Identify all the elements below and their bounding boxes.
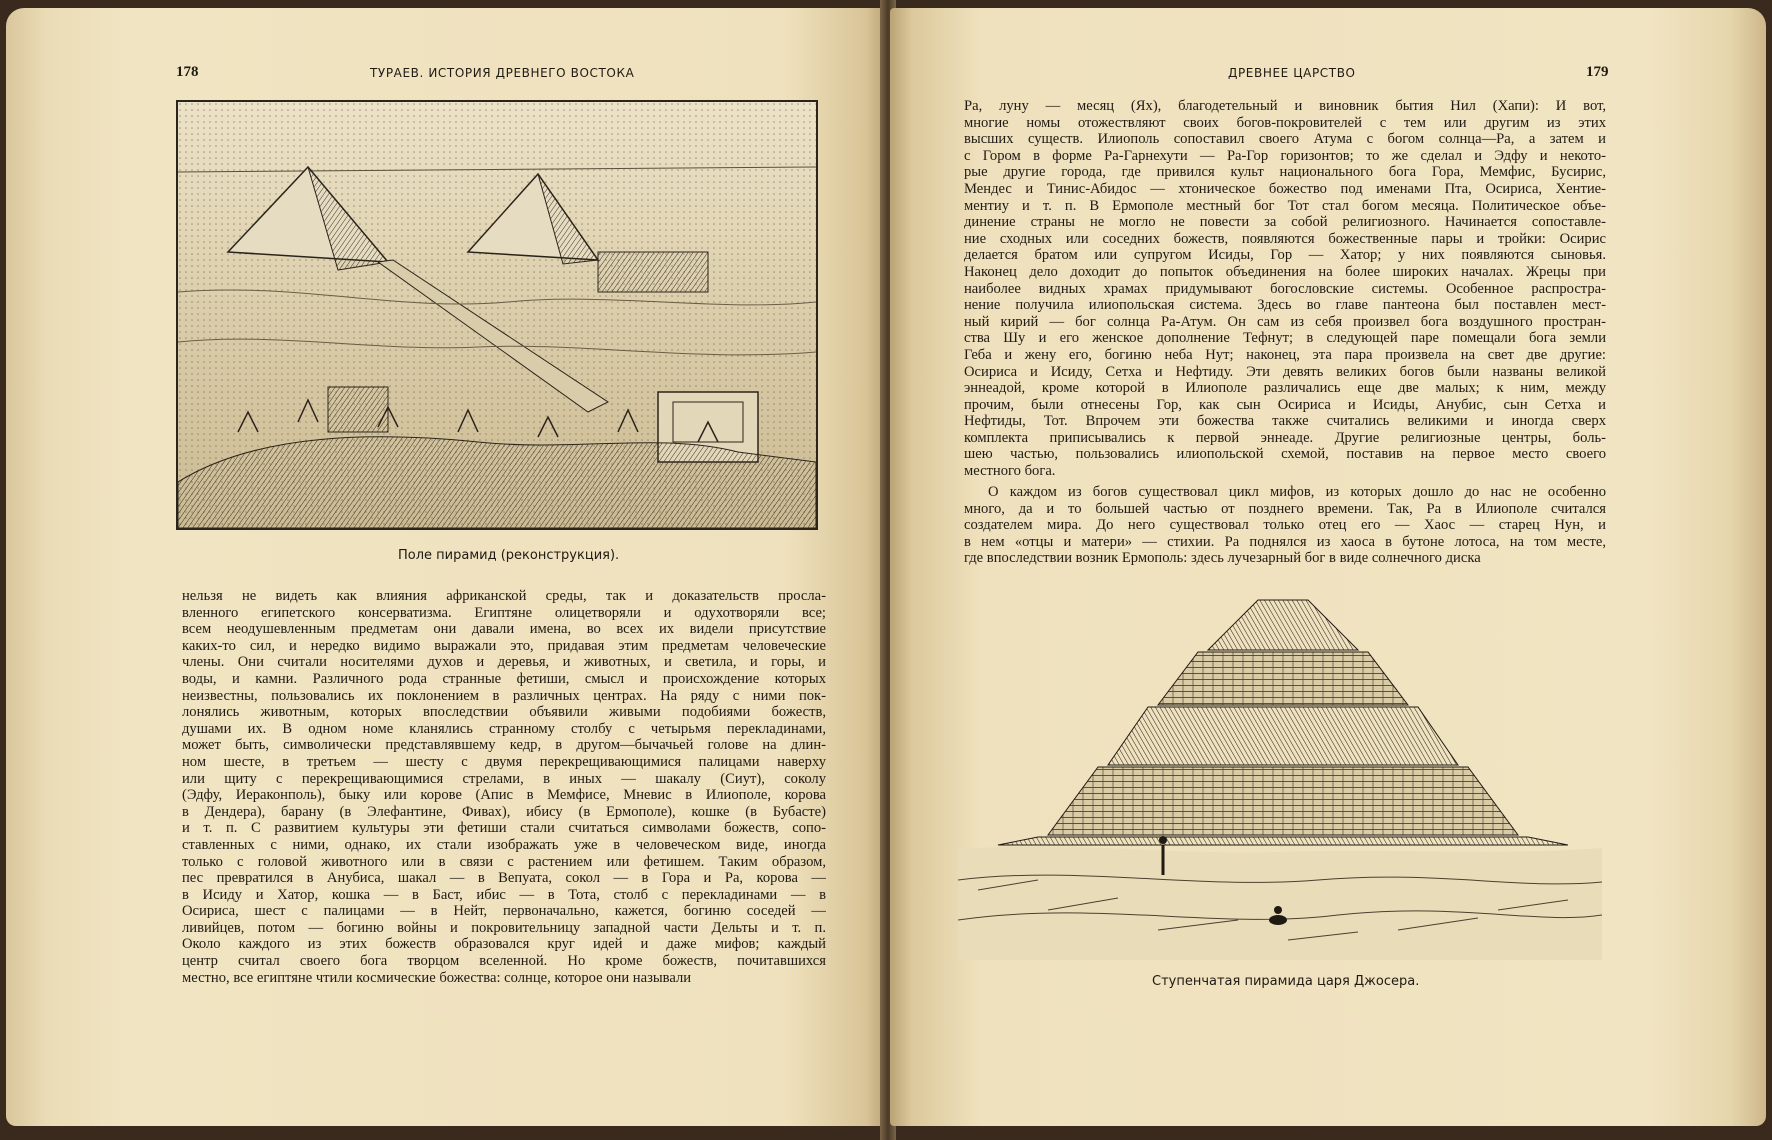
left-figure-caption: Поле пирамид (реконструкция). bbox=[398, 548, 620, 563]
text-line: ливийцев, потом — богиню войны и покровительницу западной части Дельты и т. п. bbox=[182, 919, 826, 936]
text-line: неизвестны, пользовались их поклонением в различных центрах. На ряду с ними пок- bbox=[182, 687, 826, 704]
text-line: местно, все египтяне чтили космические божества: солнце, которое они называли bbox=[182, 969, 692, 986]
text-line: Осириса и Исиду, Сетха и Нефтиду. Эти девять великих богов были названы великой bbox=[964, 363, 1606, 380]
text-line: в нем «отцы и матери» — стихии. Ра поднялся из хаоса в бутоне лотоса, на том месте, bbox=[964, 533, 1606, 550]
left-running-head: ТУРАЕВ. ИСТОРИЯ ДРЕВНЕГО ВОСТОКА bbox=[370, 66, 635, 80]
text-line: ставленных с ними, однако, их стали изображать уже в человеческом виде, иногда bbox=[182, 836, 826, 853]
text-line: вленного египетского консерватизма. Египтяне олицетворяли и одухотворяли все; bbox=[182, 604, 826, 621]
text-line: прочим, были отнесены Гор, как сын Осириса и Исиды, Анубис, сын Сетха и bbox=[964, 396, 1606, 413]
text-line: наиболее видных храмах придумывают богословские системы. Особенное распростра- bbox=[964, 280, 1606, 297]
text-line: с Гором в форме Ра-Гарнехути — Ра-Гор горизонтов; то же сделал и Эдфу и некото- bbox=[964, 147, 1606, 164]
step-pyramid-drawing bbox=[958, 590, 1602, 960]
text-line: Геба и жену его, богиню неба Нут; наконец, эта пара произвела на свет две другие: bbox=[964, 346, 1606, 363]
text-line: О каждом из богов существовал цикл мифов, из которых дошло до нас не особенно bbox=[988, 484, 1606, 500]
text-line: шею частью, пользовались илиопольской схемой, поставив на первое место своего bbox=[964, 446, 1606, 463]
text-line: высших существ. Илиополь сопоставил своего Атума с богом солнца—Ра, а затем и bbox=[964, 131, 1606, 148]
text-line: каких-то сил, и нередко видимо выражали это, придавая этим предметам человеческие bbox=[182, 637, 826, 654]
text-line: и т. п. С развитием культуры эти фетиши стали считаться символами божеств, сопо- bbox=[182, 820, 826, 837]
text-line: воды, и камни. Различного рода странные фетиши, смысл и происхождение которых bbox=[182, 670, 826, 687]
text-line: (Эдфу, Иераконполь), быку или корове (Апис в Мемфисе, Мневис в Илиополе, корова bbox=[182, 787, 826, 804]
text-line: многие номы отожествляют своих богов-покровителей с тем или другим из этих bbox=[964, 114, 1606, 131]
text-line: лонялись животным, которых впоследствии объявили живыми подобиями божеств, bbox=[182, 704, 826, 721]
text-line: местного бога. bbox=[964, 463, 1056, 480]
step-pyramid-illustration bbox=[958, 590, 1602, 960]
text-line: динение страны не могло не повести за собой религиозного. Начинается сопоставле- bbox=[964, 214, 1606, 231]
left-body-text bbox=[182, 588, 826, 986]
text-line: ный кирий — бог солнца Ра-Атум. Он сам из себя произвел бога воздушного простран- bbox=[964, 313, 1606, 330]
text-line: Около каждого из этих божеств образовался круг идей и даже мифов; каждый bbox=[182, 936, 826, 953]
text-line: ментиу и т. п. В Ермополе местный бог Тот стал богом месяца. Политическое объе- bbox=[964, 197, 1606, 214]
text-line: только с головой животного или в связи с растением или фетишем. Таким образом, bbox=[182, 853, 826, 870]
text-line: ства Шу и его женское дополнение Тефнут; в следующей паре помещали бога земли bbox=[964, 330, 1606, 347]
text-line: душами их. В одном номе кланялись странному столбу с четырьмя перекладинами, bbox=[182, 720, 826, 737]
text-line: центр считал своего бога творцом вселенной. Но кроме божеств, почитавшихся bbox=[182, 953, 826, 970]
text-line: рые другие города, где привился культ национального бога Гора, Мемфис, Бусирис, bbox=[964, 164, 1606, 181]
text-line: создателем мира. До него существовал только отец его — Хаос — старец Нун, и bbox=[964, 517, 1606, 534]
right-figure-caption: Ступенчатая пирамида царя Джосера. bbox=[1152, 974, 1420, 989]
text-line: пес превратился в Анубиса, шакал — в Вепуата, сокол — в Гора и Ра, корова — bbox=[182, 870, 826, 887]
text-line: нельзя не видеть как влияния африканской среды, так и доказательств просла- bbox=[182, 588, 826, 604]
text-line: комплекта приписывались к первой эннеаде. Другие религиозные центры, боль- bbox=[964, 429, 1606, 446]
text-line: эннеадой, кроме которой в Илиополе различались еще две малых; к ним, между bbox=[964, 380, 1606, 397]
right-body-text bbox=[964, 98, 1606, 480]
pyramid-field-drawing bbox=[178, 102, 816, 528]
text-line: Нефтиды, Тот. Впрочем эти божества также считались великими и иногда сверх bbox=[964, 413, 1606, 430]
right-page-number: 179 bbox=[1586, 64, 1609, 80]
text-line: делается братом или супругом Исиды, Гор — Хатор; у них появляются сыновья. bbox=[964, 247, 1606, 264]
right-body-text-continued bbox=[964, 484, 1606, 567]
right-running-head: ДРЕВНЕЕ ЦАРСТВО bbox=[1228, 66, 1356, 80]
text-line: много, да и то большей частью от позднего времени. Так, Ра в Илиополе считался bbox=[964, 500, 1606, 517]
text-line: всем неодушевленным предметам они давали имена, во всех их видели присутствие bbox=[182, 621, 826, 638]
text-line: в Дендера), барану (в Элефантине, Фивах), ибису (в Ермополе), кошке (в Бубасте) bbox=[182, 803, 826, 820]
text-line: Осириса, шест с палицами — в Нейт, первоначально, кажется, богиню соседей — bbox=[182, 903, 826, 920]
text-line: где впоследствии возник Ермополь: здесь лучезарный бог в виде солнечного диска bbox=[964, 550, 1481, 567]
text-line: нение получила илиопольская система. Здесь во главе пантеона был поставлен мест- bbox=[964, 297, 1606, 314]
text-line: ние сходных или соседних божеств, появляются божественные пары и тройки: Осирис bbox=[964, 230, 1606, 247]
pyramid-field-illustration bbox=[176, 100, 818, 530]
text-line: или щиту с перекрещивающимися стрелами, в иных — шакалу (Сиут), соколу bbox=[182, 770, 826, 787]
text-line: Ра, луну — месяц (Ях), благодетельный и виновник бытия Нил (Хапи): И вот, bbox=[964, 98, 1606, 114]
text-line: Мендес и Тинис-Абидос — хтоническое божество под именами Пта, Осириса, Хентие- bbox=[964, 180, 1606, 197]
text-line: члены. Они считали носителями духов и деревья, и животных, и светила, и горы, и bbox=[182, 654, 826, 671]
text-line: в Исиду и Хатор, кошка — в Баст, ибис — в Тота, столб с перекладинами — в bbox=[182, 886, 826, 903]
text-line: Наконец дело доходит до попыток объединения на более широких началах. Жрецы при bbox=[964, 263, 1606, 280]
text-line: может быть, символически представлявшему кедр, в другом—бычачьей голове на длин- bbox=[182, 737, 826, 754]
left-page-number: 178 bbox=[176, 64, 199, 80]
text-line: ном шесте, в третьем — шесту с двумя перекрещивающимися палицами наверху bbox=[182, 753, 826, 770]
